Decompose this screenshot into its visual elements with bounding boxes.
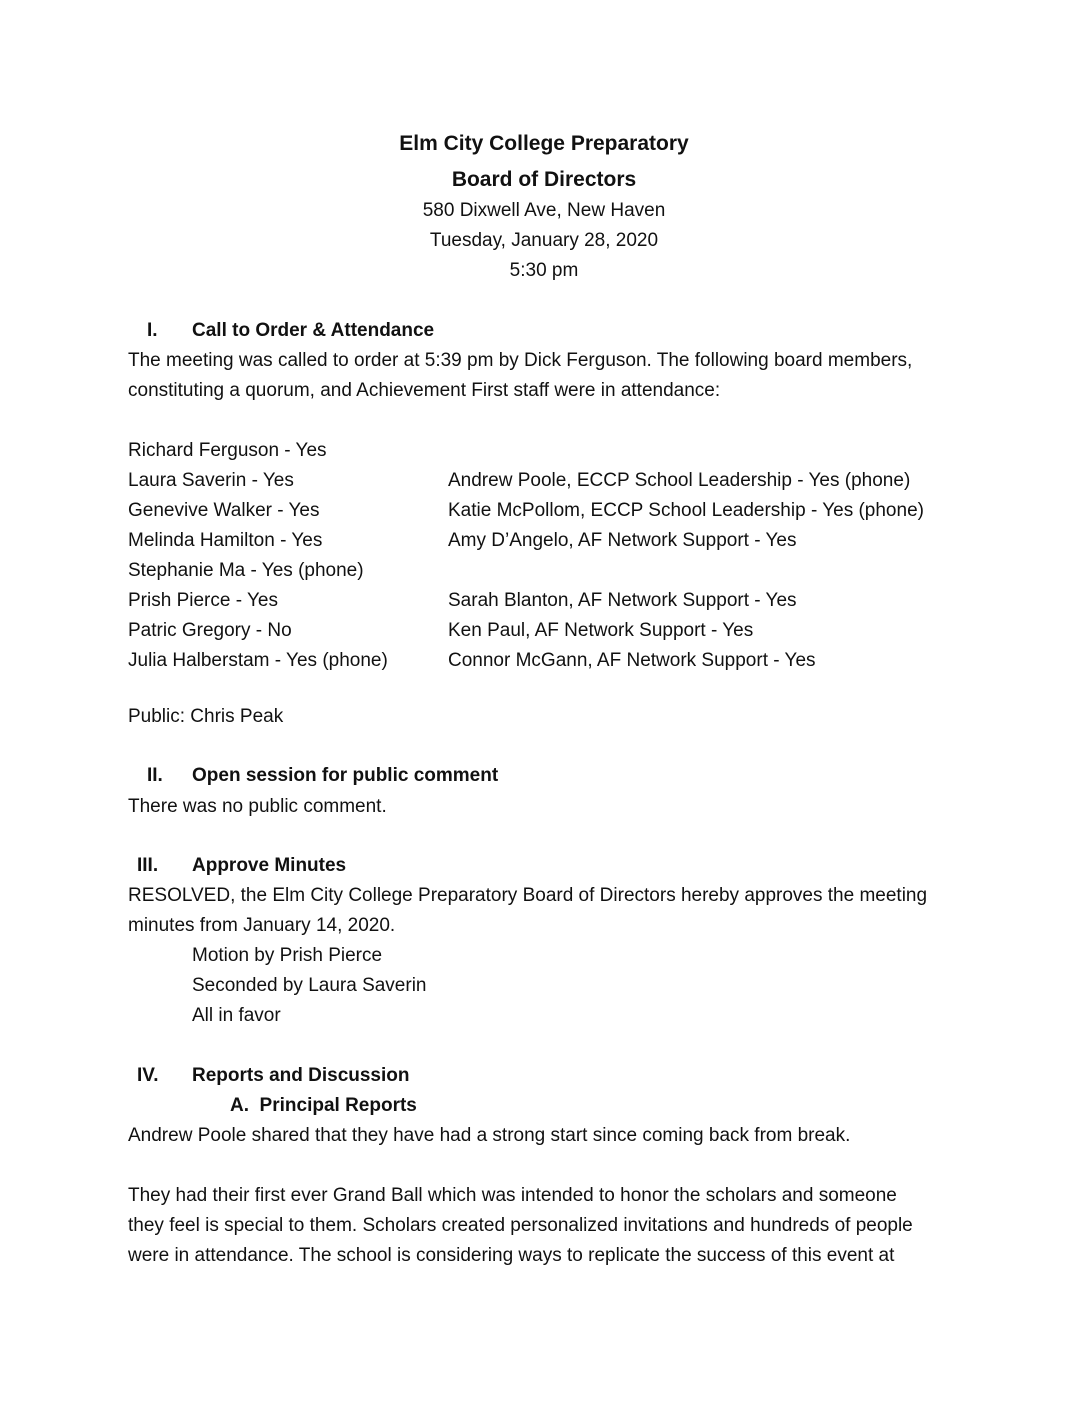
staff-member: Amy D’Angelo, AF Network Support - Yes bbox=[448, 530, 797, 551]
board-member: Richard Ferguson - Yes bbox=[128, 440, 327, 461]
public-attendees: Public: Chris Peak bbox=[128, 706, 284, 727]
section-1-text-line: constituting a quorum, and Achievement First staff were in attendance: bbox=[128, 380, 721, 401]
principal-report-line: they feel is special to them. Scholars created personalized invitations and hundreds of people bbox=[128, 1215, 913, 1236]
section-2-numeral: II. bbox=[147, 765, 163, 786]
staff-member: Andrew Poole, ECCP School Leadership - Yes (phone) bbox=[448, 470, 911, 491]
section-2-text: There was no public comment. bbox=[128, 796, 387, 817]
board-member: Genevive Walker - Yes bbox=[128, 500, 320, 521]
board-member: Prish Pierce - Yes bbox=[128, 590, 278, 611]
board-member: Patric Gregory - No bbox=[128, 620, 292, 641]
school-name: Elm City College Preparatory bbox=[399, 132, 689, 155]
section-1-numeral: I. bbox=[147, 320, 158, 341]
staff-member: Katie McPollom, ECCP School Leadership - Yes (phone) bbox=[448, 500, 924, 521]
staff-member: Ken Paul, AF Network Support - Yes bbox=[448, 620, 754, 641]
principal-report-paragraph: Andrew Poole shared that they have had a strong start since coming back from break. bbox=[128, 1125, 851, 1146]
principal-report-line: They had their first ever Grand Ball which was intended to honor the scholars and someone bbox=[128, 1185, 897, 1206]
section-1-text-line: The meeting was called to order at 5:39 pm by Dick Ferguson. The following board members, bbox=[128, 350, 913, 371]
board-member: Julia Halberstam - Yes (phone) bbox=[128, 650, 388, 671]
section-3-text-line: RESOLVED, the Elm City College Preparatory Board of Directors hereby approves the meeting bbox=[128, 885, 928, 906]
board-member: Laura Saverin - Yes bbox=[128, 470, 294, 491]
meeting-date: Tuesday, January 28, 2020 bbox=[429, 230, 659, 251]
board-member: Stephanie Ma - Yes (phone) bbox=[128, 560, 364, 581]
seconded-text: Seconded by Laura Saverin bbox=[192, 975, 427, 996]
section-3-text-line: minutes from January 14, 2020. bbox=[128, 915, 396, 936]
staff-member: Connor McGann, AF Network Support - Yes bbox=[448, 650, 816, 671]
principal-report-line: were in attendance. The school is considering ways to replicate the success of this event at bbox=[128, 1245, 895, 1266]
vote-result: All in favor bbox=[192, 1005, 281, 1026]
section-3-heading: Approve Minutes bbox=[192, 855, 347, 876]
board-member: Melinda Hamilton - Yes bbox=[128, 530, 323, 551]
section-4-numeral: IV. bbox=[137, 1065, 159, 1086]
subsection-a-heading: A. Principal Reports bbox=[230, 1095, 417, 1116]
meeting-address: 580 Dixwell Ave, New Haven bbox=[422, 200, 666, 221]
meeting-time: 5:30 pm bbox=[509, 260, 579, 281]
section-4-heading: Reports and Discussion bbox=[192, 1065, 410, 1086]
section-3-numeral: III. bbox=[137, 855, 159, 876]
motion-text: Motion by Prish Pierce bbox=[192, 945, 383, 966]
staff-member: Sarah Blanton, AF Network Support - Yes bbox=[448, 590, 797, 611]
section-2-heading: Open session for public comment bbox=[192, 765, 499, 786]
board-title: Board of Directors bbox=[451, 168, 637, 191]
section-1-heading: Call to Order & Attendance bbox=[192, 320, 435, 341]
